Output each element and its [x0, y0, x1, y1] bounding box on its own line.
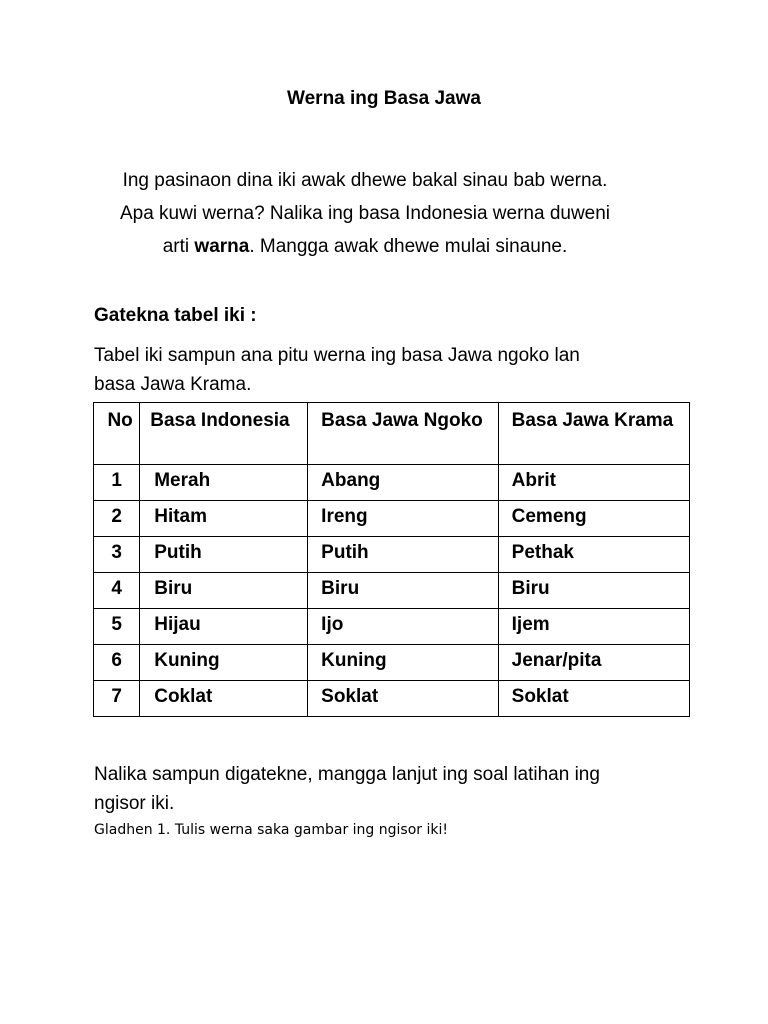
- table-intro-paragraph: [94, 341, 674, 399]
- intro-paragraph: [80, 164, 650, 263]
- header-cell-krama: Basa Jawa Krama: [498, 403, 689, 465]
- closing-paragraph: [94, 760, 674, 818]
- section-heading: Gatekna tabel iki :: [94, 305, 257, 326]
- paragraph-line: Nalika sampun digatekne, mangga lanjut ing soal latihan ing: [94, 764, 600, 785]
- cell-no: 6: [94, 645, 140, 681]
- header-cell-ngoko: Basa Jawa Ngoko: [308, 403, 498, 465]
- table-row: [94, 537, 690, 573]
- cell-no: 7: [94, 681, 140, 717]
- paragraph-line: ngisor iki.: [94, 793, 175, 814]
- cell-no: 1: [94, 465, 140, 501]
- cell-no: 4: [94, 573, 140, 609]
- cell-krama: Jenar/pita: [498, 645, 689, 681]
- table-header-row: [94, 403, 690, 465]
- table-row: [94, 465, 690, 501]
- color-vocabulary-table: [93, 402, 690, 717]
- cell-no: 3: [94, 537, 140, 573]
- cell-indonesia: Hitam: [140, 501, 308, 537]
- intro-bold-word: warna: [194, 236, 250, 257]
- cell-ngoko: Putih: [308, 537, 498, 573]
- cell-krama: Soklat: [498, 681, 689, 717]
- cell-ngoko: Ireng: [308, 501, 498, 537]
- table-row: [94, 681, 690, 717]
- cell-krama: Ijem: [498, 609, 689, 645]
- cell-indonesia: Putih: [140, 537, 308, 573]
- table-row: [94, 645, 690, 681]
- paragraph-line: basa Jawa Krama.: [94, 374, 252, 395]
- cell-ngoko: Kuning: [308, 645, 498, 681]
- table-row: [94, 609, 690, 645]
- cell-krama: Pethak: [498, 537, 689, 573]
- cell-ngoko: Abang: [308, 465, 498, 501]
- cell-no: 5: [94, 609, 140, 645]
- header-cell-indonesia: Basa Indonesia: [140, 403, 308, 465]
- cell-krama: Cemeng: [498, 501, 689, 537]
- header-cell-no: No: [94, 403, 140, 465]
- intro-text: . Mangga awak dhewe mulai sinaune.: [249, 236, 568, 257]
- intro-line: [80, 230, 650, 263]
- intro-text: arti: [162, 236, 195, 257]
- cell-no: 2: [94, 501, 140, 537]
- cell-indonesia: Coklat: [140, 681, 308, 717]
- cell-indonesia: Merah: [140, 465, 308, 501]
- cell-ngoko: Soklat: [308, 681, 498, 717]
- page-title: Werna ing Basa Jawa: [287, 88, 481, 109]
- cell-ngoko: Biru: [308, 573, 498, 609]
- intro-line: Apa kuwi werna? Nalika ing basa Indonesia werna duweni: [119, 203, 611, 224]
- exercise-instruction: Gladhen 1. Tulis werna saka gambar ing ngisor iki!: [94, 822, 448, 838]
- intro-line: Ing pasinaon dina iki awak dhewe bakal sinau bab werna.: [122, 170, 608, 191]
- table-row: [94, 573, 690, 609]
- paragraph-line: Tabel iki sampun ana pitu werna ing basa Jawa ngoko lan: [94, 345, 580, 366]
- table-row: [94, 501, 690, 537]
- cell-indonesia: Kuning: [140, 645, 308, 681]
- cell-ngoko: Ijo: [308, 609, 498, 645]
- cell-indonesia: Hijau: [140, 609, 308, 645]
- cell-krama: Abrit: [498, 465, 689, 501]
- cell-indonesia: Biru: [140, 573, 308, 609]
- cell-krama: Biru: [498, 573, 689, 609]
